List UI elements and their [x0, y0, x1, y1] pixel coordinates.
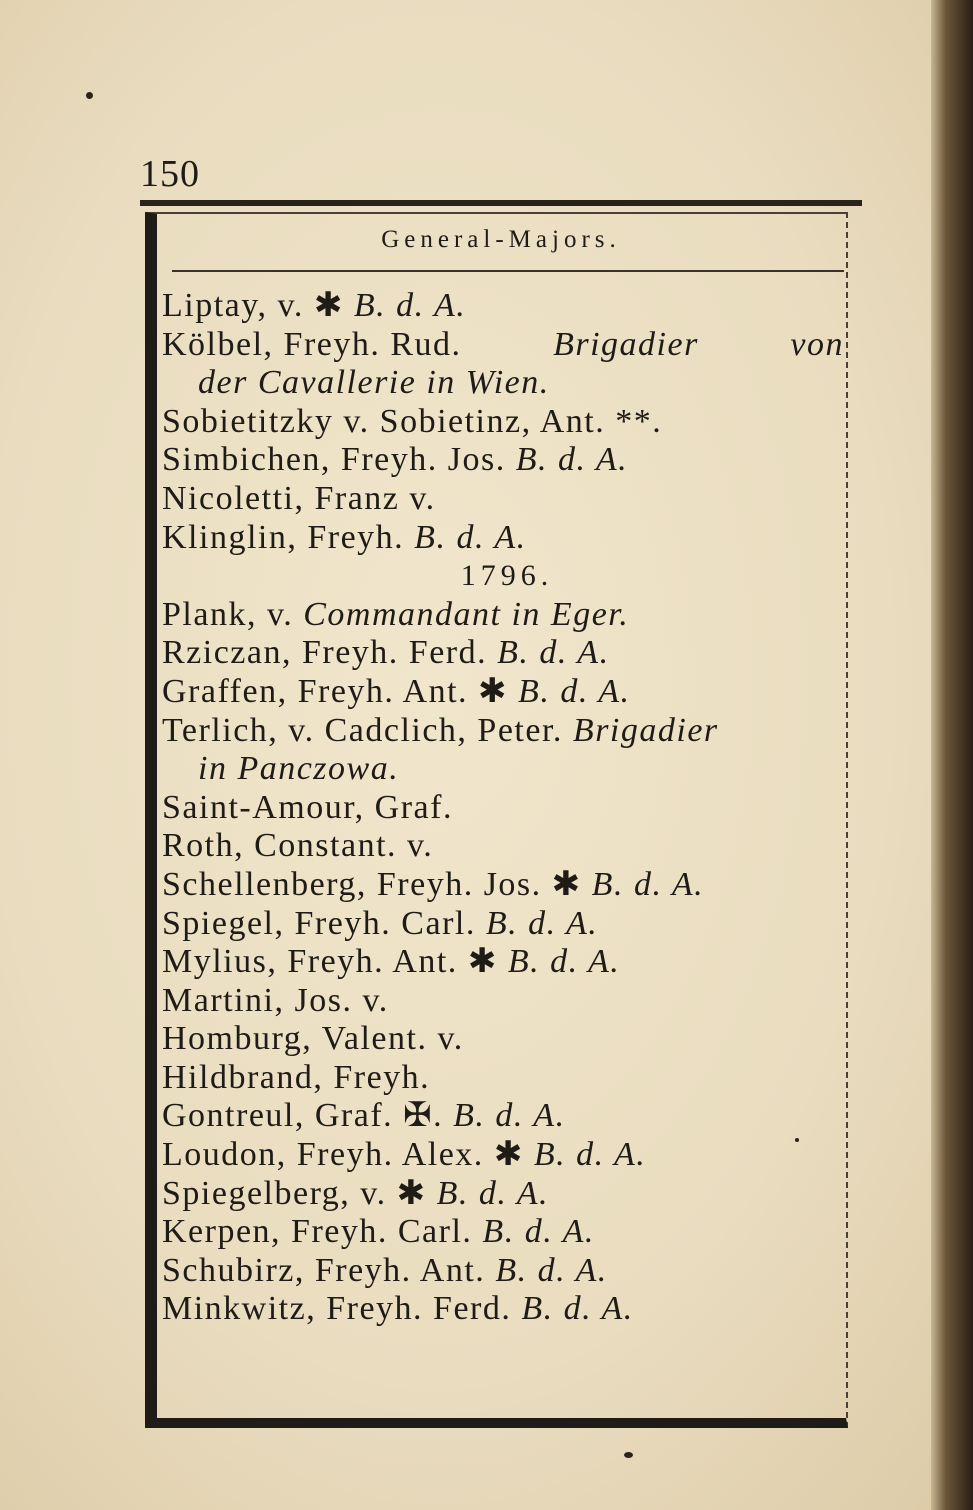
list-item: Roth, Constant. v.	[162, 827, 434, 865]
list-item: Sobietitzky v. Sobietinz, Ant. **.	[162, 402, 663, 440]
list-item-continuation: in Panczowa.	[198, 750, 400, 788]
cross-order-mark: ✠.	[403, 1097, 444, 1135]
page-number: 150	[140, 153, 200, 195]
list-item: Schellenberg, Freyh. Jos. ✱ B. d. A.	[162, 865, 705, 903]
star-mark: ✱	[493, 1136, 524, 1174]
star-mark: ✱	[313, 287, 344, 324]
list-item: Spiegel, Freyh. Carl. B. d. A.	[162, 904, 599, 942]
star-mark: ✱	[551, 865, 582, 903]
list-item: Liptay, v. ✱ B. d. A.	[162, 287, 467, 324]
list-item: Spiegelberg, v. ✱ B. d. A.	[162, 1174, 550, 1212]
ink-speck	[624, 1452, 633, 1458]
list-item: Graffen, Freyh. Ant. ✱ B. d. A.	[162, 672, 631, 710]
header-rule	[172, 270, 844, 272]
list-item: Minkwitz, Freyh. Ferd. B. d. A.	[162, 1290, 634, 1328]
section-title: General-Majors.	[381, 226, 621, 253]
list-item: Plank, v. Commandant in Eger.	[162, 595, 630, 633]
list-item: Simbichen, Freyh. Jos. B. d. A.	[162, 441, 629, 479]
ink-speck	[86, 92, 93, 99]
book-binding-edge	[931, 0, 973, 1510]
list-item: Saint-Amour, Graf.	[162, 788, 453, 826]
list-item: Kölbel, Freyh. Rud. Brigadier von	[162, 325, 844, 363]
star-mark: ✱	[467, 943, 498, 981]
star-mark: ✱	[478, 672, 509, 710]
year-heading: 1796.	[460, 559, 554, 593]
list-item: Nicoletti, Franz v.	[162, 479, 436, 517]
list-item: Kerpen, Freyh. Carl. B. d. A.	[162, 1213, 595, 1251]
list-item: Klinglin, Freyh. B. d. A.	[162, 518, 527, 556]
list-item: Terlich, v. Cadclich, Peter. Brigadier	[162, 711, 719, 749]
list-item-continuation: der Cavallerie in Wien.	[198, 364, 550, 402]
list-item: Martini, Jos. v.	[162, 981, 389, 1019]
top-rule	[140, 200, 862, 206]
list-item: Homburg, Valent. v.	[162, 1020, 464, 1058]
list-item: Rziczan, Freyh. Ferd. B. d. A.	[162, 634, 610, 672]
list-item: Loudon, Freyh. Alex. ✱ B. d. A.	[162, 1136, 647, 1174]
list-item: Gontreul, Graf. ✠. B. d. A.	[162, 1097, 566, 1135]
list-item: Hildbrand, Freyh.	[162, 1058, 431, 1096]
officer-list	[162, 287, 852, 1329]
list-item: Mylius, Freyh. Ant. ✱ B. d. A.	[162, 943, 621, 981]
star-mark: ✱	[396, 1174, 427, 1212]
list-item: Schubirz, Freyh. Ant. B. d. A.	[162, 1251, 608, 1289]
